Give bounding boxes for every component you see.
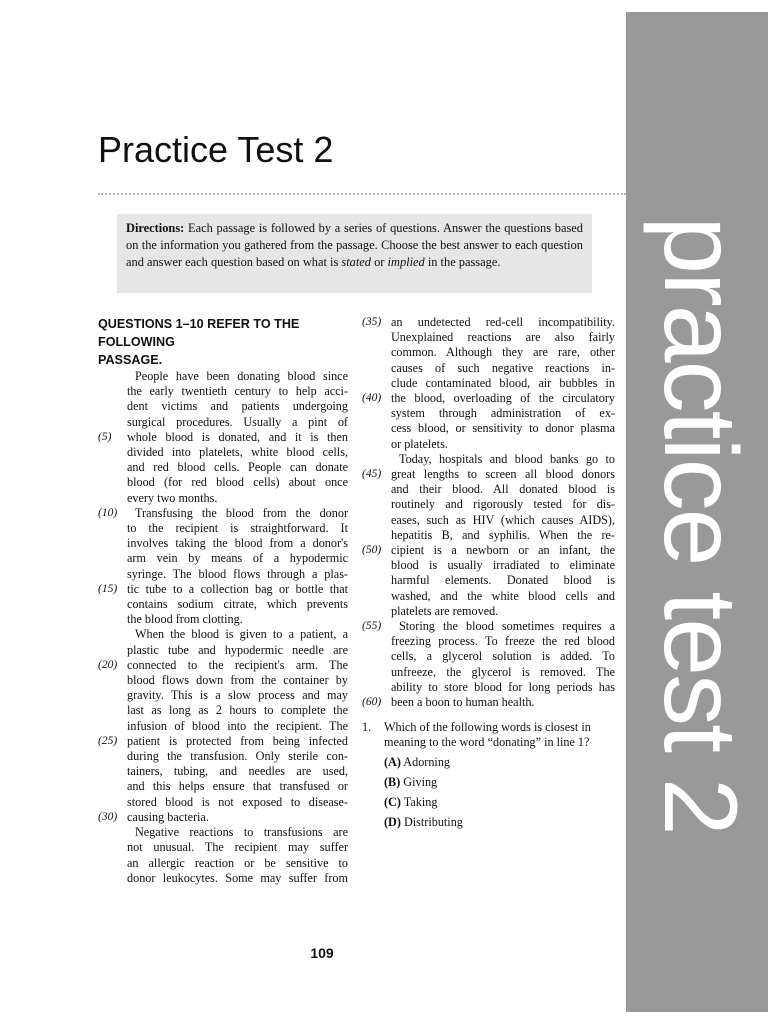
line-text: clude contaminated blood, air bubbles in <box>391 375 615 390</box>
passage-line <box>98 764 348 779</box>
line-text: the blood, overloading of the circulatory <box>391 391 615 406</box>
passage-line <box>362 558 615 573</box>
passage-line <box>362 330 615 345</box>
passage-line <box>98 643 348 658</box>
line-text: causes of such negative reactions in- <box>391 360 615 375</box>
passage-line <box>98 384 348 399</box>
passage-line <box>362 452 615 467</box>
passage-line <box>362 604 615 619</box>
passage-line <box>98 506 348 521</box>
page-number: 109 <box>310 945 334 961</box>
line-text: an allergic reaction or be sensitive to <box>127 855 348 870</box>
passage-line <box>362 695 615 710</box>
page-title: Practice Test 2 <box>98 129 334 170</box>
line-number: (15) <box>98 582 118 595</box>
directions-box <box>117 214 592 293</box>
line-number: (30) <box>98 810 118 823</box>
line-text: Transfusing the blood from the donor <box>135 505 348 520</box>
line-text: hepatitis B, and syphilis. When the re- <box>391 527 615 542</box>
line-text: routinely and rigorously tested for dis- <box>391 497 615 512</box>
passage-line <box>98 749 348 764</box>
passage-right-lines <box>362 315 615 710</box>
passage-line <box>98 536 348 551</box>
line-text: great lengths to screen all blood donors <box>391 467 615 482</box>
answer-choice <box>362 775 615 790</box>
passage-line <box>362 513 615 528</box>
line-text: during the transfusion. Only sterile con- <box>127 749 348 764</box>
passage-line <box>362 391 615 406</box>
line-text: surgical procedures. Usually a pint of <box>127 414 348 429</box>
passage-line <box>362 421 615 436</box>
line-text: washed, and the white blood cells and <box>391 588 615 603</box>
line-text: infusion of blood into the recipient. The <box>127 718 348 733</box>
line-text: harmful elements. Donated blood is <box>391 573 615 588</box>
line-text: dent victims and patients undergoing <box>127 399 348 414</box>
passage-line <box>362 437 615 452</box>
choice-letter: (B) <box>384 775 401 790</box>
line-text: and their blood. All donated blood is <box>391 482 615 497</box>
passage-line <box>362 665 615 680</box>
passage-line <box>98 688 348 703</box>
passage-heading-line-1: QUESTIONS 1–10 REFER TO THE FOLLOWING <box>98 317 300 349</box>
question-text: Which of the following words is closest in meaning to the word “donating” in line 1? <box>384 720 591 750</box>
line-number: (55) <box>362 620 382 633</box>
passage-line <box>362 406 615 421</box>
line-text: stored blood is not exposed to disease- <box>127 794 348 809</box>
line-text: the early twentieth century to help acci- <box>127 384 348 399</box>
passage-line <box>98 567 348 582</box>
passage-line <box>362 497 615 512</box>
answer-choices <box>362 755 615 830</box>
passage-line <box>98 460 348 475</box>
passage-line <box>362 649 615 664</box>
choice-text: Taking <box>400 795 438 810</box>
passage-line <box>98 658 348 673</box>
passage-line <box>98 399 348 414</box>
line-text: tic tube to a collection bag or bottle that <box>127 581 348 596</box>
answer-choice <box>362 815 615 830</box>
line-text: donor leukocytes. Some may suffer from <box>127 870 348 885</box>
passage-line <box>98 551 348 566</box>
choice-text: Giving <box>400 775 438 790</box>
passage-line <box>98 430 348 445</box>
line-text: whole blood is donated, and it is then <box>127 429 348 444</box>
line-text: and this helps ensure that transfused or <box>127 779 348 794</box>
line-text: blood flows down from the container by <box>127 673 348 688</box>
line-number: (35) <box>362 316 382 328</box>
line-text: common. Although they are rare, other <box>391 345 615 360</box>
passage-line <box>362 680 615 695</box>
line-number: (45) <box>362 468 382 481</box>
passage-line <box>362 528 615 543</box>
line-text: syringe. The blood flows through a plas- <box>127 566 348 581</box>
line-text: divided into platelets, white blood cells, <box>127 445 348 460</box>
passage-line <box>362 345 615 360</box>
line-text: cess blood, or sensitivity to donor plasma <box>391 421 615 436</box>
passage-line <box>98 779 348 794</box>
line-text: People have been donating blood since <box>135 369 348 383</box>
passage-left-lines <box>98 369 348 886</box>
passage-line <box>98 521 348 536</box>
passage-line <box>98 795 348 810</box>
choice-letter: (D) <box>384 815 401 830</box>
choice-letter: (C) <box>384 795 401 810</box>
line-number: (60) <box>362 696 382 709</box>
choice-letter: (A) <box>384 755 401 770</box>
line-text: When the blood is given to a patient, a <box>135 627 348 642</box>
line-text: Storing the blood sometimes requires a <box>399 619 615 634</box>
passage-line <box>98 597 348 612</box>
line-text: been a boon to human health. <box>391 695 535 710</box>
directions-stated: stated <box>341 255 372 269</box>
line-text: arm vein by means of a hypodermic <box>127 551 348 566</box>
passage-line <box>98 871 348 886</box>
line-text: or platelets. <box>391 436 448 451</box>
passage-line <box>362 376 615 391</box>
line-text: and red blood cells. People can donate <box>127 460 348 475</box>
passage-line <box>98 491 348 506</box>
line-text: Unexplained reactions are also fairly <box>391 330 615 345</box>
passage-line <box>98 673 348 688</box>
line-number: (50) <box>362 544 382 557</box>
line-text: freezing process. To freeze the red blood <box>391 634 615 649</box>
passage-line <box>362 361 615 376</box>
line-number: (5) <box>98 430 112 443</box>
passage-line <box>98 825 348 840</box>
line-text: gravity. This is a slow process and may <box>127 688 348 703</box>
choice-text: Adorning <box>400 755 451 770</box>
passage-line <box>362 619 615 634</box>
line-number: (20) <box>98 658 118 671</box>
line-text: Today, hospitals and blood banks go to <box>399 451 615 466</box>
passage-line <box>362 482 615 497</box>
line-text: blood (for red blood cells) about once <box>127 475 348 490</box>
directions-text-1: Each passage is followed by a series of questions. Answer the questions based on the information you gathered from the passage. Choose the best answer to each question and answer each question based on what is <box>126 221 583 269</box>
passage-line <box>98 475 348 490</box>
line-text: unfreeze, the glycerol is removed. The <box>391 664 615 679</box>
passage-line <box>98 856 348 871</box>
passage-line <box>362 543 615 558</box>
passage-line <box>98 415 348 430</box>
line-text: ability to store blood for long periods has <box>391 679 615 694</box>
line-text: to the recipient is straightforward. It <box>127 521 348 536</box>
line-number: (10) <box>98 506 118 519</box>
dotted-divider <box>98 193 626 195</box>
passage-line <box>362 573 615 588</box>
line-text: connected to the recipient's arm. The <box>127 657 348 672</box>
passage-line <box>98 369 348 384</box>
passage-line <box>362 467 615 482</box>
line-text: tainers, tubing, and needles are used, <box>127 764 348 779</box>
line-text: an undetected red-cell incompatibility. <box>391 315 615 329</box>
passage-line <box>98 840 348 855</box>
line-text: causing bacteria. <box>127 809 209 824</box>
line-text: last as long as 2 hours to complete the <box>127 703 348 718</box>
line-text: system through administration of ex- <box>391 406 615 421</box>
passage-line <box>98 810 348 825</box>
line-text: Negative reactions to transfusions are <box>135 825 348 840</box>
question-stem <box>362 720 615 750</box>
line-text: plastic tube and hypodermic needle are <box>127 642 348 657</box>
passage-line <box>98 627 348 642</box>
line-text: cells, a glycerol solution is added. To <box>391 649 615 664</box>
passage-left-column <box>98 315 348 886</box>
directions-label: Directions: <box>126 221 185 235</box>
line-text: involves taking the blood from a donor's <box>127 536 348 551</box>
sidebar-label: practice test 2 <box>642 216 758 834</box>
line-text: cipient is a newborn or an infant, the <box>391 543 615 558</box>
passage-right-column <box>362 315 615 710</box>
choice-text: Distributing <box>400 815 463 830</box>
line-text: not unusual. The recipient may suffer <box>127 840 348 855</box>
passage-line <box>98 582 348 597</box>
line-text: blood is usually irradiated to eliminate <box>391 558 615 573</box>
passage-line <box>362 315 615 330</box>
passage-line <box>98 734 348 749</box>
line-text: the blood from clotting. <box>127 612 243 627</box>
passage-line <box>98 703 348 718</box>
question-number: 1. <box>362 720 372 734</box>
passage-line <box>98 719 348 734</box>
answer-choice <box>362 795 615 810</box>
passage-line <box>362 589 615 604</box>
line-text: every two months. <box>127 490 218 505</box>
line-number: (25) <box>98 734 118 747</box>
line-text: contains sodium citrate, which prevents <box>127 597 348 612</box>
line-text: patient is protected from being infected <box>127 733 348 748</box>
question-1 <box>362 720 615 830</box>
answer-choice <box>362 755 615 770</box>
passage-line <box>98 612 348 627</box>
directions-text-3: in the passage. <box>424 255 501 269</box>
passage-heading-line-2: PASSAGE. <box>98 353 163 367</box>
passage-line <box>98 445 348 460</box>
line-text: eases, such as HIV (which causes AIDS), <box>391 512 615 527</box>
directions-implied: implied <box>387 255 425 269</box>
directions-text-2: or <box>371 255 388 269</box>
line-number: (40) <box>362 392 382 405</box>
line-text: platelets are removed. <box>391 603 499 618</box>
passage-line <box>362 634 615 649</box>
